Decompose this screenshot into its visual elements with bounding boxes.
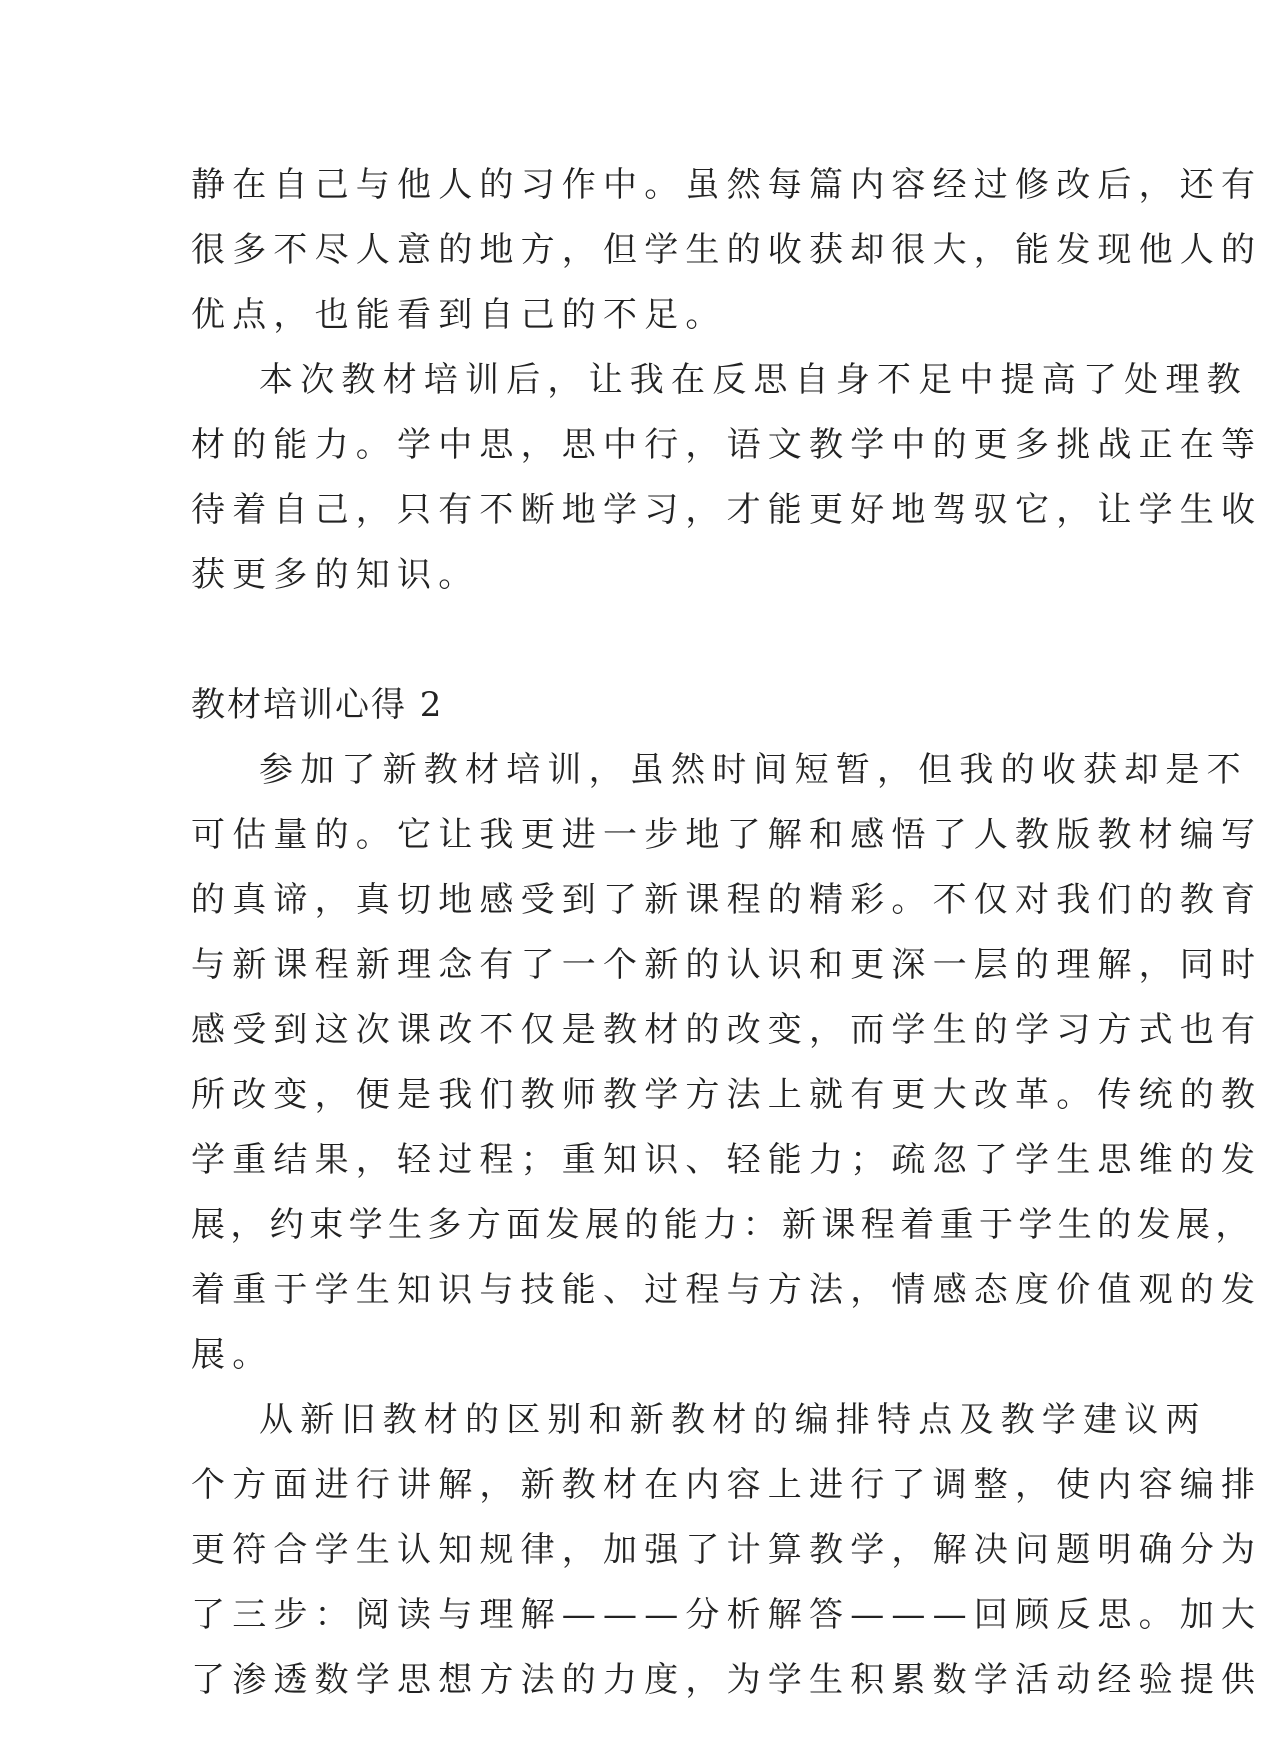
paragraph-line: 待着自己，只有不断地学习，才能更好地驾驭它，让学生收 bbox=[191, 490, 1262, 530]
paragraph-line: 展。 bbox=[191, 1335, 274, 1375]
paragraph-line: 更符合学生认知规律，加强了计算教学，解决问题明确分为 bbox=[191, 1530, 1262, 1570]
paragraph-line: 个方面进行讲解，新教材在内容上进行了调整，使内容编排 bbox=[191, 1465, 1262, 1505]
paragraph-line: 学重结果，轻过程；重知识、轻能力；疏忽了学生思维的发 bbox=[191, 1140, 1262, 1180]
paragraph-line: 感受到这次课改不仅是教材的改变，而学生的学习方式也有 bbox=[191, 1010, 1262, 1050]
paragraph-line: 静在自己与他人的习作中。虽然每篇内容经过修改后，还有 bbox=[191, 165, 1262, 205]
paragraph-line: 本次教材培训后，让我在反思自身不足中提高了处理教 bbox=[259, 360, 1248, 400]
paragraph-line: 与新课程新理念有了一个新的认识和更深一层的理解，同时 bbox=[191, 945, 1262, 985]
paragraph-line: 从新旧教材的区别和新教材的编排特点及教学建议两 bbox=[259, 1400, 1207, 1440]
paragraph-line: 优点，也能看到自己的不足。 bbox=[191, 295, 727, 335]
paragraph-line: 了渗透数学思想方法的力度，为学生积累数学活动经验提供 bbox=[191, 1660, 1262, 1700]
paragraph-line: 参加了新教材培训，虽然时间短暂，但我的收获却是不 bbox=[259, 750, 1248, 790]
paragraph-line: 很多不尽人意的地方，但学生的收获却很大，能发现他人的 bbox=[191, 230, 1262, 270]
paragraph-line: 材的能力。学中思，思中行，语文教学中的更多挑战正在等 bbox=[191, 425, 1262, 465]
paragraph-line: 着重于学生知识与技能、过程与方法，情感态度价值观的发 bbox=[191, 1270, 1262, 1310]
paragraph-line: 了三步：阅读与理解———分析解答———回顾反思。加大 bbox=[191, 1595, 1262, 1635]
paragraph-line: 获更多的知识。 bbox=[191, 555, 480, 595]
paragraph-line: 所改变，便是我们教师教学方法上就有更大改革。传统的教 bbox=[191, 1075, 1262, 1115]
paragraph-line: 的真谛，真切地感受到了新课程的精彩。不仅对我们的教育 bbox=[191, 880, 1262, 920]
paragraph-line: 展，约束学生多方面发展的能力：新课程着重于学生的发展， bbox=[191, 1205, 1255, 1245]
paragraph-line: 可估量的。它让我更进一步地了解和感悟了人教版教材编写 bbox=[191, 815, 1262, 855]
section-heading: 教材培训心得 2 bbox=[191, 685, 444, 725]
